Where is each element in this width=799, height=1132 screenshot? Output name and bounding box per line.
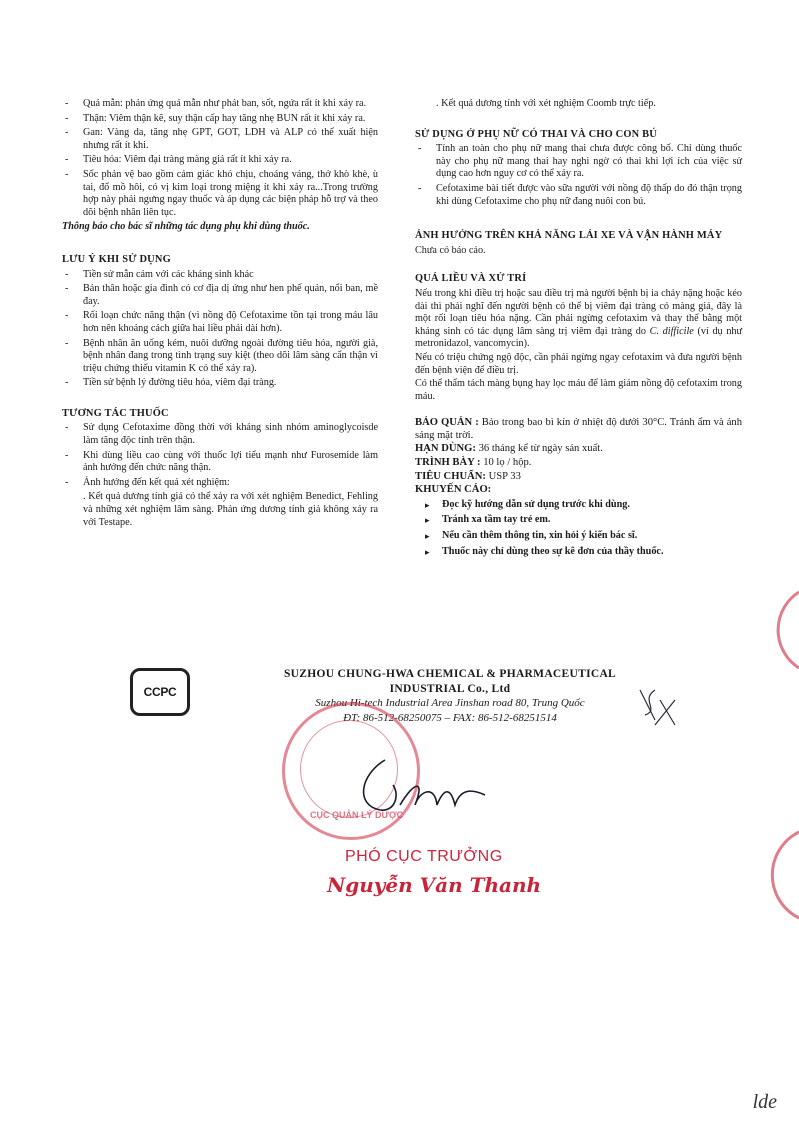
signature-mark [355, 750, 495, 820]
overdose-organism: C. difficile [649, 325, 694, 337]
storage-label: BẢO QUẢN : [415, 417, 479, 429]
overdose-text: Nếu trong khi điều trị hoặc sau điều trị mà người bệnh bị ỉa chảy nặng hoặc kéo dài thì phải nghĩ đến người bệnh có thể bị viêm đại tràng có màng giả, đây là một rối loạn tiêu hóa nặng. Cần phải ngừng cefotaxim và thay thế bằng một kháng sinh có tác dụng lâm sàng trị viêm đại tràng do [415, 287, 742, 337]
storage-line [415, 417, 742, 442]
overdose-heading: QUÁ LIỀU VÀ XỬ TRÍ [415, 273, 527, 285]
list-item: - Tiền sử mẫn cảm với các kháng sinh khác [62, 269, 378, 282]
overdose-paragraph-1 [415, 288, 742, 351]
overdose-text-end: (ví dụ như metronidazol, vancomycin). [415, 325, 743, 350]
list-item: - Tiền sử bệnh lý đường tiêu hóa, viêm đại tràng. [62, 377, 378, 390]
overdose-paragraph-2: Nếu có triệu chứng ngộ độc, cần phải ngừng ngay cefotaxim và đưa người bệnh đến bệnh viện để điều trị. [415, 351, 742, 376]
interaction-sub-item: . Kết quả dương tính giả có thể xảy ra với xét nghiệm Benedict, Fehling và những xét nghiệm lâm sàng. Phản ứng dương tính giả không xảy ra với Testape. [83, 491, 378, 528]
expiry-text: 36 tháng kể từ ngày sản xuất. [478, 443, 603, 455]
list-item: ▸ Nếu cần thêm thông tin, xin hỏi ý kiến bác sĩ. [415, 530, 742, 543]
company-name-line-2: INDUSTRIAL Co., Ltd [389, 682, 511, 695]
list-item: ▸ Đọc kỹ hướng dẫn sử dụng trước khi dùng. [415, 499, 742, 512]
company-name-line-1: SUZHOU CHUNG-HWA CHEMICAL & PHARMACEUTICAL [283, 668, 617, 680]
margin-seal-bottom [750, 830, 799, 920]
pack-label: TRÌNH BÀY : [415, 457, 481, 469]
overdose-paragraph-3: Có thể thẩm tách màng bụng hay lọc máu để làm giảm nồng độ cefotaxim trong máu. [415, 378, 742, 402]
list-item: - Sốc phản vệ bao gồm cảm giác khó chịu, choáng váng, thở khò khè, ù tai, đổ mồ hôi, có vị kim loại trong miệng ít khi xảy ra...Trong trường hợp này phải ngưng ngay thuốc và áp dụng các biện pháp hỗ trợ và theo dõi bệnh nhân liên tục. [62, 169, 378, 219]
pregnancy-heading: SỬ DỤNG Ở PHỤ NỮ CÓ THAI VÀ CHO CON BÚ [415, 128, 657, 140]
pregnancy-list [415, 143, 742, 208]
page-mark: lde [752, 1091, 777, 1113]
advice-heading: KHUYẾN CÁO: [415, 484, 492, 496]
driving-heading: ẢNH HƯỞNG TRÊN KHẢ NĂNG LÁI XE VÀ VẬN HÀNH MÁY [415, 230, 723, 242]
company-phone: ĐT: 86-512-68250075 – FAX: 86-512-68251514 [343, 711, 557, 724]
list-item: - Tiêu hóa: Viêm đại tràng màng giả rất ít khi xảy ra. [62, 154, 378, 167]
pack-text: 10 lọ / hộp. [483, 457, 532, 469]
advice-list [415, 499, 742, 558]
list-item: - Cefotaxime bài tiết được vào sữa người với nồng độ thấp do đó thận trọng khi dùng Cefotaxime cho phụ nữ đang nuôi con bú. [415, 183, 742, 208]
company-address: Suzhou Hi-tech Industrial Area Jinshan road 80, Trung Quốc [315, 697, 585, 709]
list-item: ▸ Thuốc này chỉ dùng theo sự kê đơn của thầy thuốc. [415, 546, 742, 559]
expiry-line [415, 443, 742, 456]
interaction-list [62, 422, 378, 489]
ccpc-logo [130, 668, 190, 716]
list-item: - Ảnh hưởng đến kết quả xét nghiệm: [62, 477, 378, 490]
side-effects-list [62, 98, 378, 219]
caution-heading: LƯU Ý KHI SỬ DỤNG [62, 253, 171, 265]
standard-text: USP 33 [488, 470, 521, 482]
list-item: - Sử dụng Cefotaxime đồng thời với kháng sinh nhóm aminoglycoisde làm tăng độc tính trên thận. [62, 422, 378, 447]
official-title: PHÓ CỤC TRƯỞNG [345, 848, 503, 865]
right-column [415, 98, 742, 561]
caution-list [62, 269, 378, 390]
list-item: - Quá mẫn: phản ứng quá mẫn như phát ban, sốt, ngứa rất ít khi xảy ra. [62, 98, 378, 111]
list-item: - Rối loạn chức năng thận (vì nồng độ Cefotaxime tồn tại trong máu lâu hơn nên khoảng cách giữa hai liều phải dài hơn). [62, 310, 378, 335]
side-effects-note: Thông báo cho bác sĩ những tác dụng phụ khi dùng thuốc. [62, 221, 310, 233]
driving-text: Chưa có báo cáo. [415, 244, 486, 256]
left-column [62, 98, 378, 530]
official-name: Nguyễn Văn Thanh [327, 873, 542, 897]
stamp-text: CỤC QUẢN LÝ DƯỢC [310, 810, 404, 820]
list-item: - Khi dùng liều cao cùng với thuốc lợi tiểu mạnh như Furosemide làm ảnh hưởng đến chức năng thận. [62, 450, 378, 475]
list-item: ▸ Tránh xa tầm tay trẻ em. [415, 514, 742, 527]
coomb-item: . Kết quả dương tính với xét nghiệm Coomb trực tiếp. [436, 98, 656, 109]
list-item: - Bản thân hoặc gia đình có cơ địa dị ứng như hen phế quản, nổi ban, mề đay. [62, 283, 378, 308]
storage-text: Bảo trong bao bì kín ở nhiệt độ dưới 30°C. Tránh ẩm và ánh sáng mặt trời. [415, 417, 742, 441]
expiry-label: HẠN DÙNG: [415, 443, 476, 455]
standard-line [415, 471, 742, 484]
standard-label: TIÊU CHUẨN: [415, 470, 486, 482]
list-item: - Bệnh nhân ăn uống kém, nuôi dưỡng ngoài đường tiêu hóa, người già, bệnh nhân đang trong tình trạng suy kiệt (theo dõi lâm sàng cẩn thận vì triệu chứng thiếu vitamin K có thể xảy ra). [62, 338, 378, 376]
initials-mark [630, 680, 680, 730]
margin-seal-top [760, 590, 799, 670]
interaction-heading: TƯƠNG TÁC THUỐC [62, 407, 169, 419]
list-item: - Tính an toàn cho phụ nữ mang thai chưa được công bố. Chỉ dùng thuốc này cho phụ nữ mang thai hay nghi ngờ có thai khi lợi ích của việc sử dụng cao hơn nguy cơ có thể xảy ra. [415, 143, 742, 181]
logo-text: CCPC [143, 685, 177, 699]
list-item: - Gan: Vàng da, tăng nhẹ GPT, GOT, LDH và ALP có thể xuất hiện nhưng rất ít khi. [62, 127, 378, 152]
list-item: - Thận: Viêm thận kẽ, suy thận cấp hay tăng nhẹ BUN rất ít khi xảy ra. [62, 113, 378, 126]
pack-line [415, 457, 742, 470]
